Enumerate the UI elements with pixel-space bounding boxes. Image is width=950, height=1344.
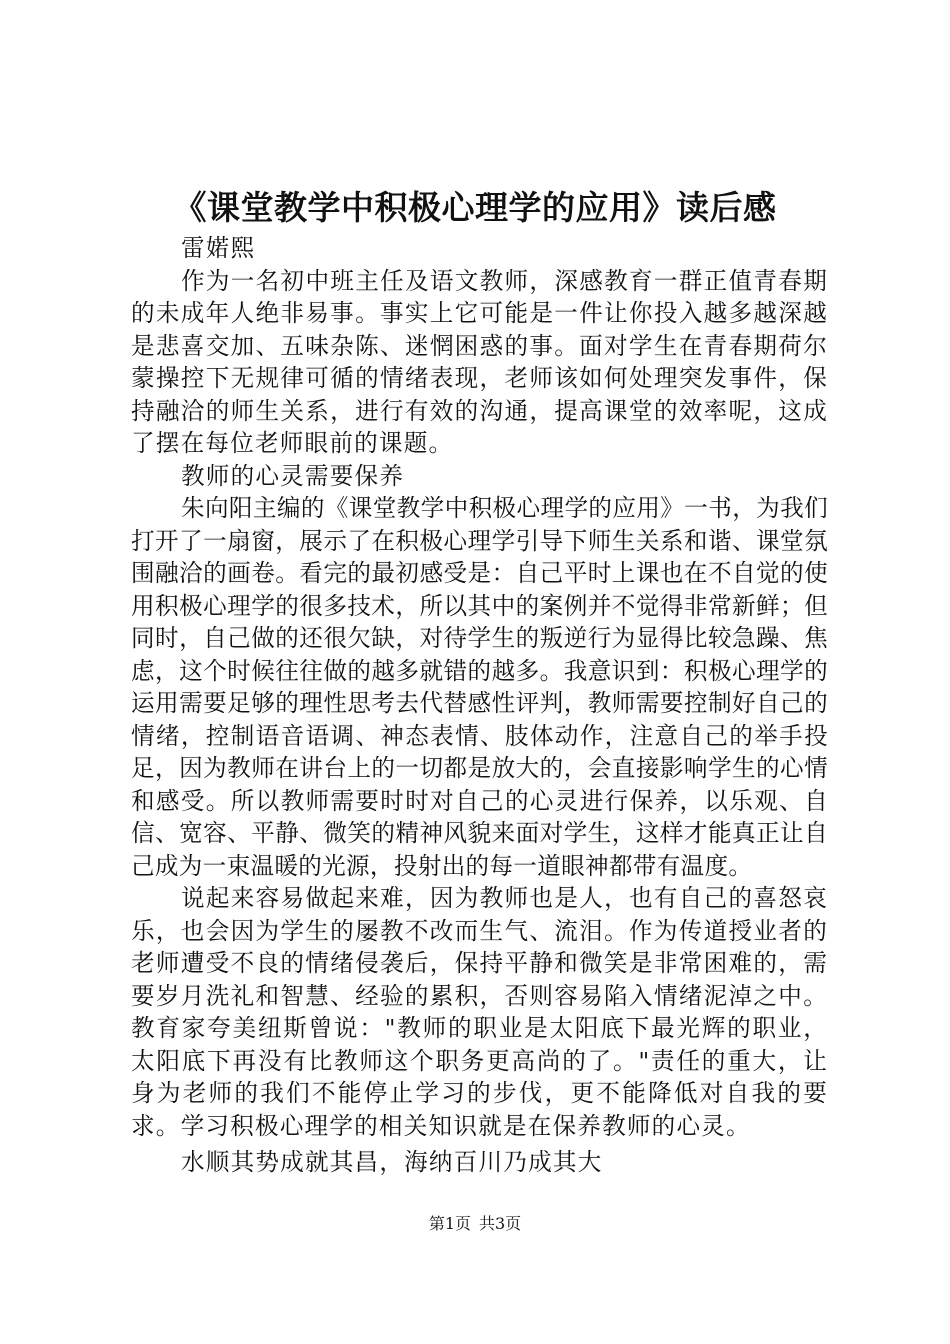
- paragraph-book-review: 朱向阳主编的《课堂教学中积极心理学的应用》一书，为我们打开了一扇窗，展示了在积极心理学引导下师生关系和谐、课堂氛围融洽的画卷。看完的最初感受是：自己平时上课也在不自觉的使用积极心理学的很多技术，所以其中的案例并不觉得非常新鲜；但同时，自己做的还很欠缺，对待学生的叛逆行为显得比较急躁、焦虑，这个时候往往做的越多就错的越多。我意识到：积极心理学的运用需要足够的理性思考去代替感性评判，教师需要控制好自己的情绪，控制语音语调、神态表情、肢体动作，注意自己的举手投足，因为教师在讲台上的一切都是放大的，会直接影响学生的心情和感受。所以教师需要时时对自己的心灵进行保养，以乐观、自信、宽容、平静、微笑的精神风貌来面对学生，这样才能真正让自己成为一束温暖的光源，投射出的每一道眼神都带有温度。: [131, 494, 828, 880]
- paragraph-intro: 作为一名初中班主任及语文教师，深感教育一群正值青春期的未成年人绝非易事。事实上它可能是一件让你投入越多越深越是悲喜交加、五味杂陈、迷惘困惑的事。面对学生在青春期荷尔蒙操控下无规律可循的情绪表现，老师该如何处理突发事件，保持融洽的师生关系，进行有效的沟通，提高课堂的效率呢，这成了摆在每位老师眼前的课题。: [131, 266, 828, 457]
- page-footer: [0, 1212, 950, 1236]
- author-name: 雷婼熙: [181, 234, 256, 262]
- paragraph-easier-said: 说起来容易做起来难，因为教师也是人，也有自己的喜怒哀乐，也会因为学生的屡教不改而生气、流泪。作为传道授业者的老师遭受不良的情绪侵袭后，保持平静和微笑是非常困难的，需要岁月洗礼和智慧、经验的累积，否则容易陷入情绪泥淖之中。教育家夸美纽斯曾说："教师的职业是太阳底下最光辉的职业，太阳底下再没有比教师这个职务更高尚的了。"责任的重大，让身为老师的我们不能停止学习的步伐，更不能降低对自我的要求。学习积极心理学的相关知识就是在保养教师的心灵。: [131, 884, 828, 1140]
- page-number-current: 第1页: [428, 1214, 471, 1233]
- section-heading-teacher-mind: 教师的心灵需要保养: [181, 461, 405, 490]
- page-number-total: 共3页: [479, 1214, 522, 1233]
- document-title: 《课堂教学中积极心理学的应用》读后感: [173, 188, 777, 227]
- section-heading-water-sea: 水顺其势成就其昌，海纳百川乃成其大: [181, 1148, 603, 1176]
- document-body: [131, 232, 828, 1179]
